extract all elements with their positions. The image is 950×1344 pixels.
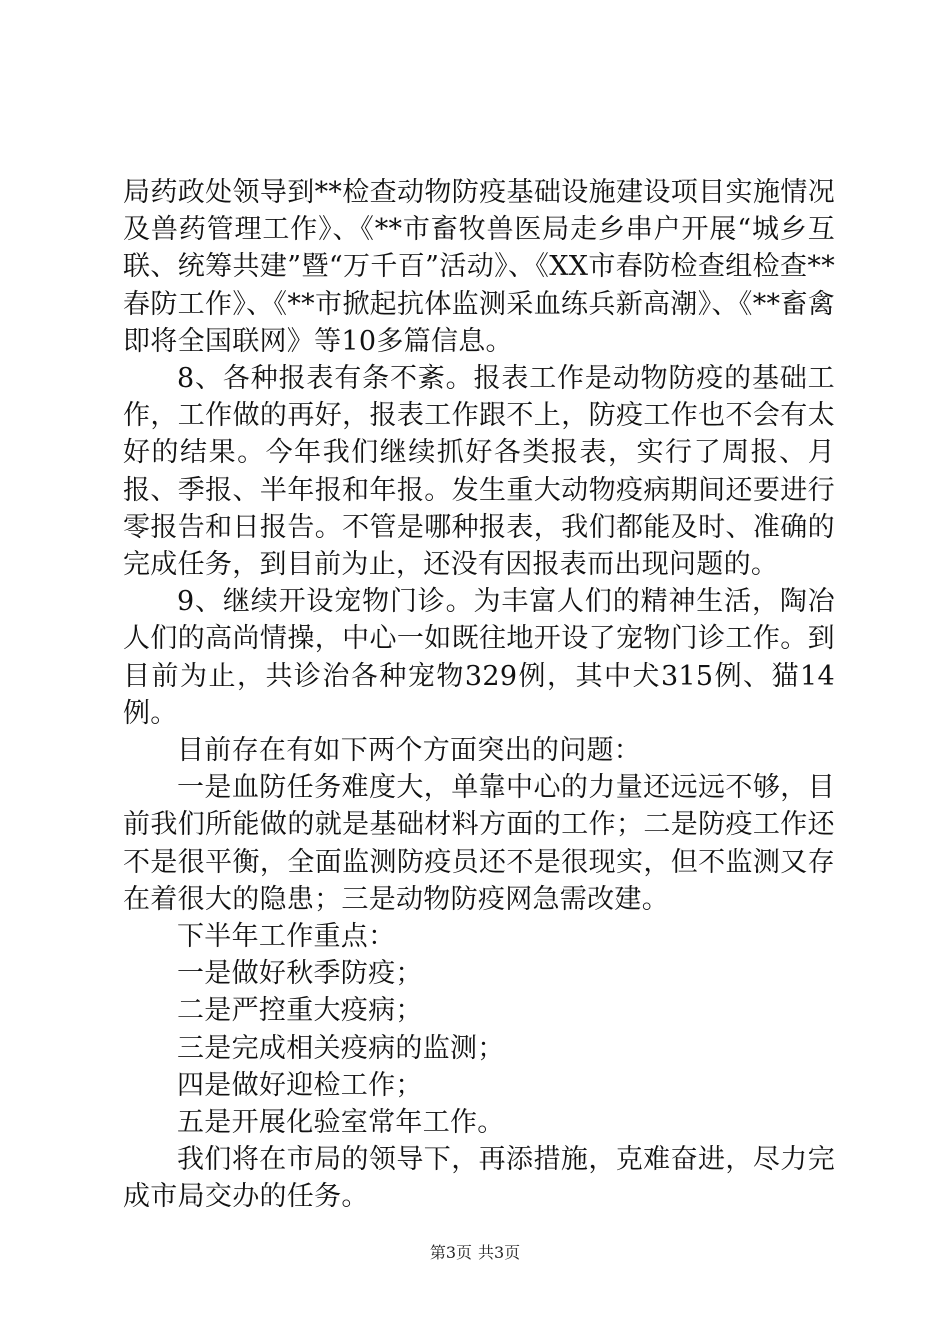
list-item: 一是做好秋季防疫；: [177, 958, 423, 990]
page-footer: [0, 1243, 950, 1263]
paragraph-2: 8、各种报表有条不紊。报表工作是动物防疫的基础工作，工作做的再好，报表工作跟不上，防疫工作也不会有太好的结果。今年我们继续抓好各类报表，实行了周报、月报、季报、半年报和年报。发生重大动物疫病期间还要进行零报告和日报告。不管是哪种报表，我们都能及时、准确的完成任务，到目前为止，还没有因报表而出现问题的。: [123, 363, 835, 581]
list-item: 五是开展化验室常年工作。: [177, 1107, 505, 1139]
page-number-current: 第3页: [429, 1243, 472, 1262]
document-body: [123, 174, 835, 1216]
page-number-total: 共3页: [478, 1243, 521, 1262]
paragraph-5: 一是血防任务难度大，单靠中心的力量还远远不够，目前我们所能做的就是基础材料方面的工作；二是防疫工作还不是很平衡，全面监测防疫员还不是很现实，但不监测又存在着很大的隐患；三是动物防疫网急需改建。: [123, 772, 835, 915]
paragraph-6: 下半年工作重点：: [177, 921, 396, 953]
paragraph-3: 9、继续开设宠物门诊。为丰富人们的精神生活，陶冶人们的高尚情操，中心一如既往地开设了宠物门诊工作。到目前为止，共诊治各种宠物329例，其中犬315例、猫14例。: [123, 586, 835, 729]
paragraph-4: 目前存在有如下两个方面突出的问题：: [177, 735, 642, 767]
list-item: 三是完成相关疫病的监测；: [177, 1032, 505, 1064]
list-item: 四是做好迎检工作；: [177, 1069, 423, 1101]
list-item: 二是严控重大疫病；: [177, 995, 423, 1027]
paragraph-1: 局药政处领导到**检查动物防疫基础设施建设项目实施情况及兽药管理工作》、《**市畜牧兽医局走乡串户开展“城乡互联、统筹共建”暨“万千百”活动》、《XX市春防检查组检查**春防工作》、《**市掀起抗体监测采血练兵新高潮》、《**畜禽即将全国联网》等10多篇信息。: [123, 177, 835, 357]
closing-paragraph: 我们将在市局的领导下，再添措施，克难奋进，尽力完成市局交办的任务。: [123, 1144, 835, 1213]
